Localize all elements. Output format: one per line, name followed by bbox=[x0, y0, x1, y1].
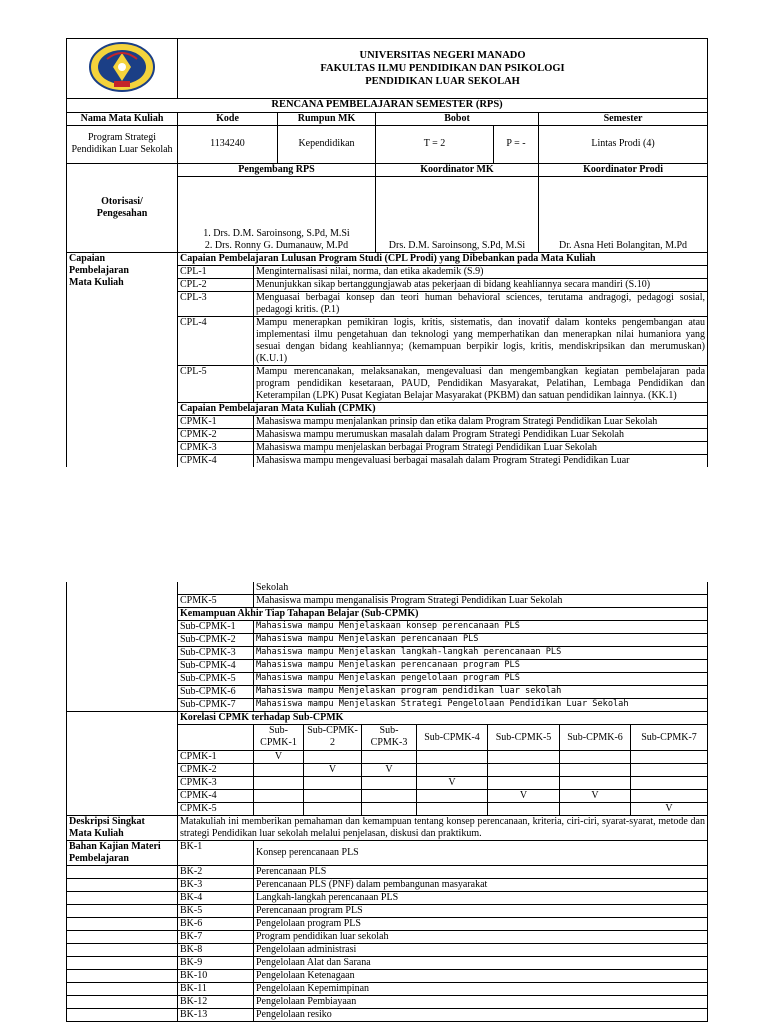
korelasi-mark: V bbox=[362, 764, 417, 777]
pengembang-signature bbox=[178, 176, 376, 252]
bk-text: Program pendidikan luar sekolah bbox=[254, 931, 708, 944]
bk-spacer bbox=[67, 957, 178, 970]
bk-text: Pengelolaan program PLS bbox=[254, 918, 708, 931]
korelasi-mark bbox=[254, 790, 304, 803]
korelasi-mark: V bbox=[304, 764, 362, 777]
korelasi-mark bbox=[362, 777, 417, 790]
bk-text: Pengelolaan resiko bbox=[254, 1009, 708, 1022]
bk-row bbox=[67, 879, 708, 892]
page-1 bbox=[66, 38, 707, 467]
sub-cpmk-text: Mahasiswa mampu Menjelaskan pengelolaan program PLS bbox=[254, 673, 708, 686]
bk-text: Pengelolaan Ketenagaan bbox=[254, 970, 708, 983]
faculty-name: FAKULTAS ILMU PENDIDIKAN DAN PSIKOLOGI bbox=[320, 63, 565, 74]
bk-code: BK-10 bbox=[178, 970, 254, 983]
bahan-kajian-label: Bahan Kajian Materi Pembelajaran bbox=[67, 841, 178, 866]
korelasi-mark: V bbox=[417, 777, 488, 790]
sub-cpmk-text: Mahasiswa mampu Menjelaskaan konsep perencanaan PLS bbox=[254, 621, 708, 634]
otorisasi-label: Otorisasi/ Pengesahan bbox=[67, 163, 178, 252]
sub-cpmk-text: Mahasiswa mampu Menjelaskan Strategi Pengelolaan Pendidikan Luar Sekolah bbox=[254, 699, 708, 712]
doc-title: RENCANA PEMBELAJARAN SEMESTER (RPS) bbox=[67, 99, 708, 113]
pengembang-1: 1. Drs. D.M. Saroinsong, S.Pd, M.Si bbox=[203, 227, 350, 239]
korelasi-label-spacer bbox=[67, 712, 178, 816]
sub-cpmk-code: Sub-CPMK-2 bbox=[178, 634, 254, 647]
rps-header-table bbox=[66, 38, 708, 253]
sub-cpmk-code: Sub-CPMK-1 bbox=[178, 621, 254, 634]
bk-text: Perencanaan PLS (PNF) dalam pembangunan masyarakat bbox=[254, 879, 708, 892]
cpmk-text: Mahasiswa mampu mengevaluasi berbagai masalah dalam Program Strategi Pendidikan Luar bbox=[254, 454, 708, 467]
bk-spacer bbox=[67, 944, 178, 957]
cpl-code: CPL-1 bbox=[178, 265, 254, 278]
sub-cpmk-code: Sub-CPMK-7 bbox=[178, 699, 254, 712]
korelasi-mark bbox=[631, 764, 708, 777]
korelasi-mark bbox=[304, 777, 362, 790]
bk-row bbox=[67, 944, 708, 957]
korelasi-mark bbox=[631, 751, 708, 764]
korelasi-mark bbox=[254, 777, 304, 790]
bk-row bbox=[67, 905, 708, 918]
korelasi-mark bbox=[254, 803, 304, 816]
bk-spacer bbox=[67, 983, 178, 996]
bk-text: Pengelolaan administrasi bbox=[254, 944, 708, 957]
sub-cpmk-text: Mahasiswa mampu Menjelaskan langkah-langkah perencanaan PLS bbox=[254, 647, 708, 660]
bk-code: BK-4 bbox=[178, 892, 254, 905]
bk-row bbox=[67, 1009, 708, 1022]
korelasi-mark: V bbox=[488, 790, 560, 803]
korelasi-mark bbox=[362, 803, 417, 816]
cpmk-code: CPMK-1 bbox=[178, 415, 254, 428]
cpmk-text: Mahasiswa mampu menjalankan prinsip dan etika dalam Program Strategi Pendidikan Luar Sekolah bbox=[254, 415, 708, 428]
korelasi-mark bbox=[488, 777, 560, 790]
col-semester-header: Semester bbox=[539, 112, 708, 125]
course-code: 1134240 bbox=[178, 125, 278, 163]
deskripsi-text: Matakuliah ini memberikan pemahaman dan kemampuan tentang konsep perencanaan, kriteria, ciri-ciri, syarat-syarat, metode dan strategi Pendidikan luar sekolah melalui penjelasan, diskusi dan praktikum. bbox=[178, 816, 708, 841]
capaian-label: Capaian Pembelajaran Mata Kuliah bbox=[67, 252, 178, 467]
col-bobot-header: Bobot bbox=[376, 112, 539, 125]
bk-spacer bbox=[67, 931, 178, 944]
cpl-text: Mampu menerapkan pemikiran logis, kritis, sistematis, dan inovatif dalam konteks pengembangan atau implementasi ilmu pengetahuan dan teknologi yang memperhatikan dan menerapkan nilai humaniora yang sesuai dengan bidang keahliannya; (kemampuan berpikir logis, kritis, mendiskripsikan dan merumuskan) (K.U.1) bbox=[254, 316, 708, 365]
korelasi-mark bbox=[417, 751, 488, 764]
cpl-code: CPL-3 bbox=[178, 291, 254, 316]
pengembang-rps-header: Pengembang RPS bbox=[178, 163, 376, 176]
deskripsi-table bbox=[66, 815, 708, 841]
korelasi-col-header: Sub-CPMK-7 bbox=[631, 725, 708, 751]
program-name: PENDIDIKAN LUAR SEKOLAH bbox=[365, 76, 520, 87]
korelasi-row-code: CPMK-2 bbox=[178, 764, 254, 777]
korelasi-mark bbox=[254, 764, 304, 777]
cpmk-text-continued: Sekolah bbox=[254, 582, 708, 595]
cpmk-code: CPMK-5 bbox=[178, 595, 254, 608]
bahan-kajian-table bbox=[66, 840, 708, 1022]
koordinator-mk-header: Koordinator MK bbox=[376, 163, 539, 176]
bk-code: BK-2 bbox=[178, 866, 254, 879]
korelasi-mark bbox=[304, 803, 362, 816]
bk-text: Perencanaan PLS bbox=[254, 866, 708, 879]
bk-code: BK-1 bbox=[178, 841, 254, 866]
sub-cpmk-heading: Kemampuan Akhir Tiap Tahapan Belajar (Sub-CPMK) bbox=[178, 608, 708, 621]
bk-spacer bbox=[67, 970, 178, 983]
cpl-text: Mampu merencanakan, melaksanakan, mengevaluasi dan mengembangkan kegiatan pembelajaran pada program pendidikan kesetaraan, PAUD, Pendidikan Masyarakat, Pelatihan, Lembaga Pendidikan dan Keterampilan (LPK) Pusat Kegiatan Belajar Masyarakat (PKBM) dan satuan pendidikan lainnya. (KK.1) bbox=[254, 365, 708, 402]
bk-code: BK-12 bbox=[178, 996, 254, 1009]
korelasi-col-header: Sub-CPMK-2 bbox=[304, 725, 362, 751]
bk-row bbox=[67, 983, 708, 996]
bk-code: BK-8 bbox=[178, 944, 254, 957]
logo-cell bbox=[67, 39, 178, 99]
bk-spacer bbox=[67, 866, 178, 879]
korelasi-col-header: Sub-CPMK-3 bbox=[362, 725, 417, 751]
course-name: Program Strategi Pendidikan Luar Sekolah bbox=[67, 125, 178, 163]
bk-row bbox=[67, 970, 708, 983]
course-rumpun: Kependidikan bbox=[278, 125, 376, 163]
korelasi-row-code: CPMK-3 bbox=[178, 777, 254, 790]
cpl-text: Menguasai berbagai konsep dan teori human behavioral sciences, terutama andragogi, pedagogi sosial, pedagogi kritis. (P.1) bbox=[254, 291, 708, 316]
col-kode-header: Kode bbox=[178, 112, 278, 125]
university-name: UNIVERSITAS NEGERI MANADO bbox=[359, 50, 526, 61]
korelasi-mark bbox=[488, 751, 560, 764]
koordinator-mk-signature: Drs. D.M. Saroinsong, S.Pd, M.Si bbox=[376, 176, 539, 252]
bk-code: BK-3 bbox=[178, 879, 254, 892]
bk-text: Pengelolaan Kepemimpinan bbox=[254, 983, 708, 996]
deskripsi-label: Deskripsi Singkat Mata Kuliah bbox=[67, 816, 178, 841]
bk-spacer bbox=[67, 879, 178, 892]
bk-code: BK-9 bbox=[178, 957, 254, 970]
capaian-table-page2 bbox=[66, 582, 708, 712]
sub-cpmk-text: Mahasiswa mampu Menjelaskan program pendidikan luar sekolah bbox=[254, 686, 708, 699]
korelasi-mark bbox=[631, 790, 708, 803]
koordinator-prodi-signature: Dr. Asna Heti Bolangitan, M.Pd bbox=[539, 176, 708, 252]
cpl-code: CPL-4 bbox=[178, 316, 254, 365]
university-logo bbox=[87, 41, 157, 93]
korelasi-corner bbox=[178, 725, 254, 751]
bk-spacer bbox=[67, 905, 178, 918]
korelasi-mark bbox=[560, 764, 631, 777]
cpmk-text: Mahasiswa mampu menjelaskan berbagai Program Strategi Pendidikan Luar Sekolah bbox=[254, 441, 708, 454]
cpl-heading: Capaian Pembelajaran Lulusan Program Studi (CPL Prodi) yang Dibebankan pada Mata Kuliah bbox=[178, 252, 708, 265]
course-semester: Lintas Prodi (4) bbox=[539, 125, 708, 163]
bk-text: Langkah-langkah perencanaan PLS bbox=[254, 892, 708, 905]
korelasi-mark bbox=[631, 777, 708, 790]
cpmk-code-continued bbox=[178, 582, 254, 595]
korelasi-mark bbox=[304, 790, 362, 803]
bk-row bbox=[67, 957, 708, 970]
cpmk-code: CPMK-4 bbox=[178, 454, 254, 467]
korelasi-row-code: CPMK-4 bbox=[178, 790, 254, 803]
col-nama-header: Nama Mata Kuliah bbox=[67, 112, 178, 125]
bk-row bbox=[67, 931, 708, 944]
bk-row bbox=[67, 866, 708, 879]
bk-code: BK-13 bbox=[178, 1009, 254, 1022]
korelasi-mark: V bbox=[254, 751, 304, 764]
korelasi-mark bbox=[560, 803, 631, 816]
capaian-label-continued bbox=[67, 582, 178, 712]
korelasi-mark bbox=[417, 803, 488, 816]
cpl-code: CPL-5 bbox=[178, 365, 254, 402]
bk-spacer bbox=[67, 996, 178, 1009]
pengembang-2: 2. Drs. Ronny G. Dumanauw, M.Pd bbox=[204, 239, 349, 251]
sub-cpmk-text: Mahasiswa mampu Menjelaskan perencanaan PLS bbox=[254, 634, 708, 647]
bk-text: Perencanaan program PLS bbox=[254, 905, 708, 918]
korelasi-mark bbox=[304, 751, 362, 764]
korelasi-mark bbox=[488, 803, 560, 816]
bk-spacer bbox=[67, 1009, 178, 1022]
korelasi-mark bbox=[362, 790, 417, 803]
bk-code: BK-11 bbox=[178, 983, 254, 996]
sub-cpmk-text: Mahasiswa mampu Menjelaskan perencanaan program PLS bbox=[254, 660, 708, 673]
capaian-table-page1 bbox=[66, 252, 708, 467]
bk-row bbox=[67, 892, 708, 905]
cpmk-text: Mahasiswa mampu menganalisis Program Strategi Pendidikan Luar Sekolah bbox=[254, 595, 708, 608]
bk-code: BK-7 bbox=[178, 931, 254, 944]
cpmk-text: Mahasiswa mampu merumuskan masalah dalam Program Strategi Pendidikan Luar Sekolah bbox=[254, 428, 708, 441]
course-teori: T = 2 bbox=[376, 125, 494, 163]
korelasi-col-header: Sub-CPMK-5 bbox=[488, 725, 560, 751]
bk-spacer bbox=[67, 892, 178, 905]
sub-cpmk-code: Sub-CPMK-6 bbox=[178, 686, 254, 699]
korelasi-heading: Korelasi CPMK terhadap Sub-CPMK bbox=[178, 712, 708, 725]
korelasi-col-header: Sub-CPMK-4 bbox=[417, 725, 488, 751]
korelasi-col-header: Sub-CPMK-6 bbox=[560, 725, 631, 751]
korelasi-row-code: CPMK-1 bbox=[178, 751, 254, 764]
bk-text: Pengelolaan Pembiayaan bbox=[254, 996, 708, 1009]
koordinator-prodi-header: Koordinator Prodi bbox=[539, 163, 708, 176]
sub-cpmk-code: Sub-CPMK-5 bbox=[178, 673, 254, 686]
korelasi-mark bbox=[417, 790, 488, 803]
institution-heading bbox=[178, 39, 708, 99]
bk-code: BK-6 bbox=[178, 918, 254, 931]
korelasi-mark bbox=[362, 751, 417, 764]
bk-row bbox=[67, 918, 708, 931]
korelasi-row-code: CPMK-5 bbox=[178, 803, 254, 816]
sub-cpmk-code: Sub-CPMK-4 bbox=[178, 660, 254, 673]
bk-text: Pengelolaan Alat dan Sarana bbox=[254, 957, 708, 970]
sub-cpmk-code: Sub-CPMK-3 bbox=[178, 647, 254, 660]
course-praktik: P = - bbox=[494, 125, 539, 163]
bk-text: Konsep perencanaan PLS bbox=[254, 841, 708, 866]
cpl-code: CPL-2 bbox=[178, 278, 254, 291]
korelasi-mark bbox=[560, 751, 631, 764]
bk-row bbox=[67, 996, 708, 1009]
korelasi-table bbox=[66, 711, 708, 816]
cpl-text: Menunjukkan sikap bertanggungjawab atas pekerjaan di bidang keahliannya secara mandiri (S.10) bbox=[254, 278, 708, 291]
korelasi-mark: V bbox=[631, 803, 708, 816]
bk-code: BK-5 bbox=[178, 905, 254, 918]
korelasi-mark bbox=[417, 764, 488, 777]
korelasi-mark bbox=[488, 764, 560, 777]
korelasi-col-header: Sub-CPMK-1 bbox=[254, 725, 304, 751]
korelasi-mark bbox=[560, 777, 631, 790]
cpmk-code: CPMK-3 bbox=[178, 441, 254, 454]
bk-spacer bbox=[67, 918, 178, 931]
page-2 bbox=[66, 582, 707, 1022]
cpmk-code: CPMK-2 bbox=[178, 428, 254, 441]
korelasi-mark: V bbox=[560, 790, 631, 803]
cpl-text: Menginternalisasi nilai, norma, dan etika akademik (S.9) bbox=[254, 265, 708, 278]
cpmk-heading: Capaian Pembelajaran Mata Kuliah (CPMK) bbox=[178, 402, 708, 415]
col-rumpun-header: Rumpun MK bbox=[278, 112, 376, 125]
